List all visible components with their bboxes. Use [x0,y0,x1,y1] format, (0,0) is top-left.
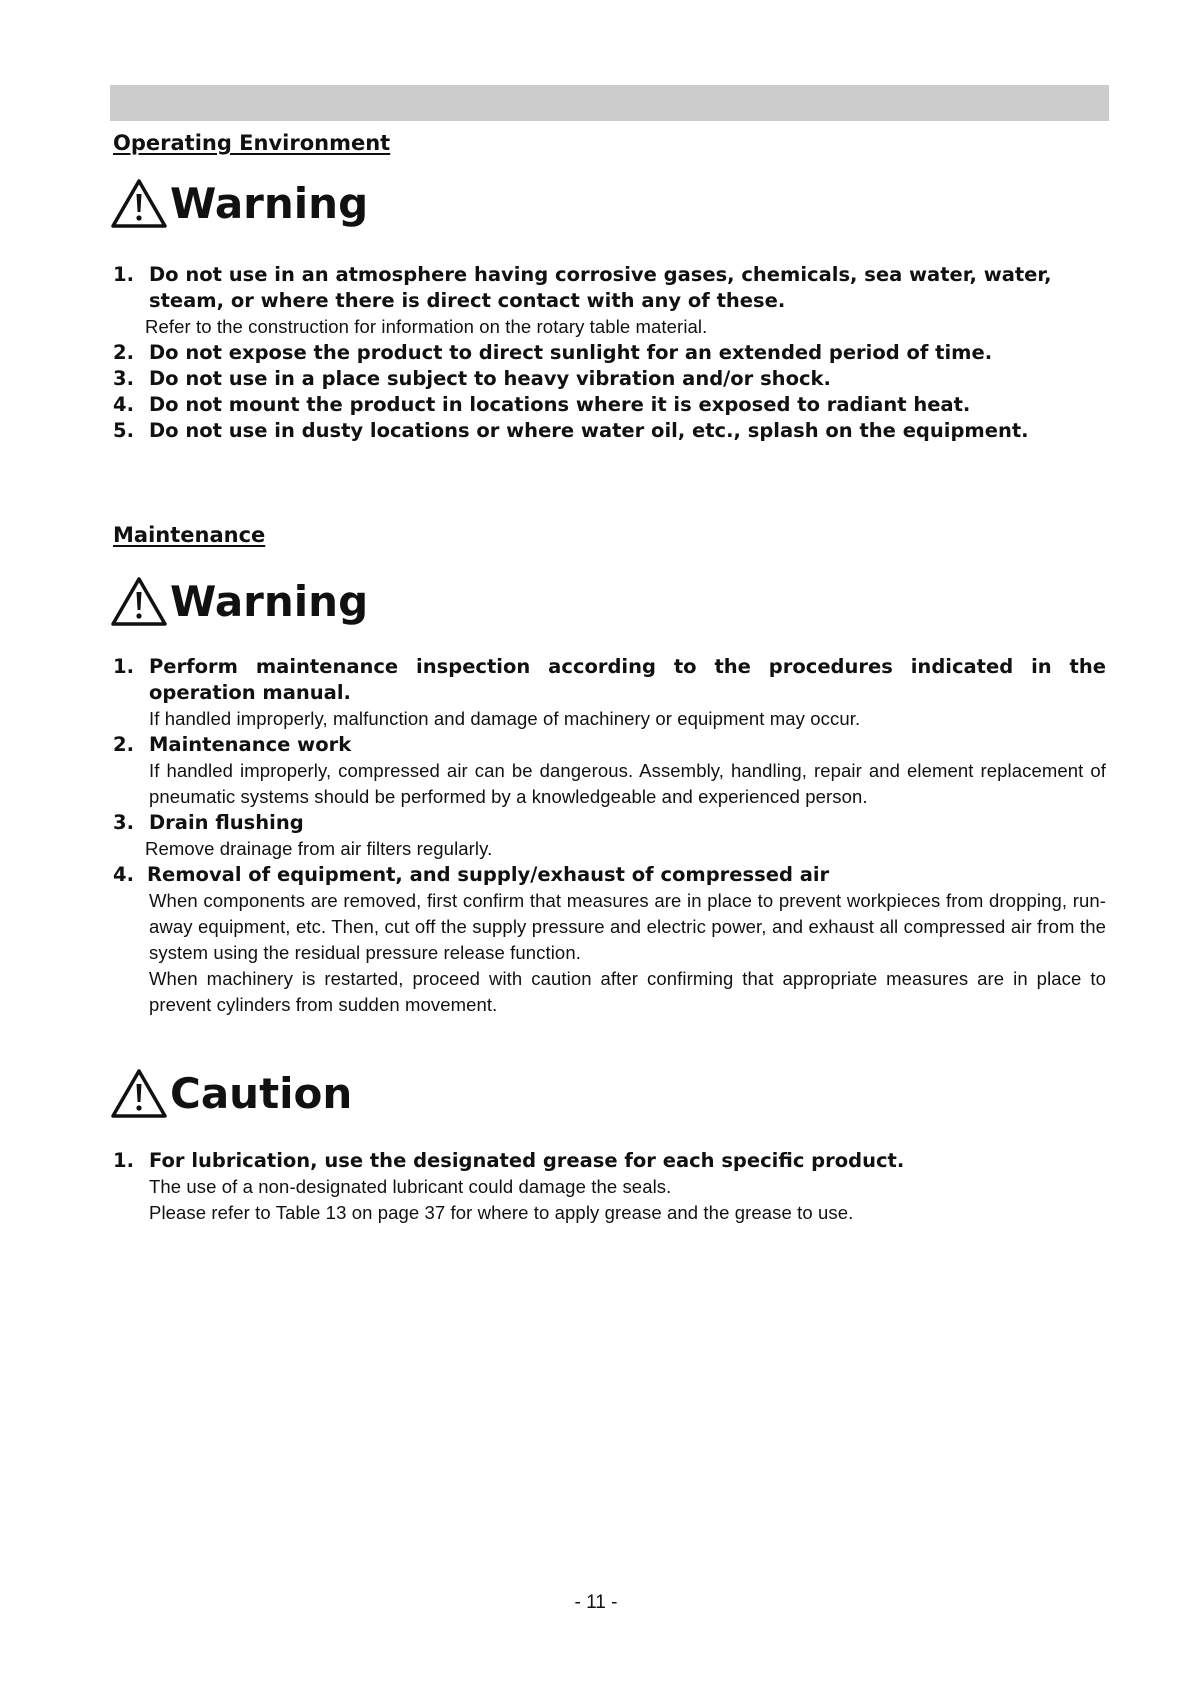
caution-sign [110,1068,352,1120]
warning-triangle-icon [110,1068,168,1120]
item-body: Remove drainage from air filters regularly. [145,838,493,859]
item-body: When machinery is restarted, proceed with caution after confirming that appropriate measures are in place to prevent cylinders from sudden movement. [149,968,1106,1015]
item-body: When components are removed, first confirm that measures are in place to prevent workpieces from dropping, run-away equipment, etc. Then, cut off the supply pressure and electric power, and exhaust all compressed air from the system using the residual pressure release function. [149,890,1106,963]
list-item [113,366,1106,392]
item-heading: Maintenance work [149,733,352,756]
warning-sign-operating [110,178,368,230]
warning-heading: Warning [170,179,369,228]
list-item [113,810,1106,862]
item-heading: Removal of equipment, and supply/exhaust of compressed air [147,863,830,886]
warning-triangle-icon [110,576,168,628]
item-body: If handled improperly, malfunction and damage of machinery or equipment may occur. [149,708,861,729]
item-body: Refer to the construction for information on the rotary table material. [145,316,708,337]
item-number: 4. [113,863,134,886]
item-number: 1. [113,655,134,678]
list-item [113,418,1106,444]
section-title-operating-environment: Operating Environment [113,131,391,155]
item-heading: Perform maintenance inspection according to the procedures indicated in the operation manual. [149,655,1106,704]
item-number: 3. [113,367,134,390]
page-number: - 11 - [574,1592,618,1613]
item-heading: Do not expose the product to direct sunlight for an extended period of time. [149,341,993,364]
item-number: 1. [113,263,134,286]
item-heading: For lubrication, use the designated grease for each specific product. [149,1149,905,1172]
item-number: 3. [113,811,134,834]
list-item [113,654,1106,732]
item-number: 2. [113,733,134,756]
item-number: 4. [113,393,134,416]
list-item [113,392,1106,418]
item-number: 5. [113,419,134,442]
item-number: 2. [113,341,134,364]
item-heading: Do not use in a place subject to heavy vibration and/or shock. [149,367,831,390]
item-heading: Drain flushing [149,811,304,834]
item-number: 1. [113,1149,134,1172]
caution-heading: Caution [170,1069,353,1118]
list-item [113,262,1106,340]
list-item [113,340,1106,366]
section-title-maintenance: Maintenance [113,523,266,547]
item-heading: Do not use in an atmosphere having corrosive gases, chemicals, sea water, water, steam, or where there is direct contact with any of these. [149,263,1052,312]
list-item [113,862,1106,1018]
item-body: Please refer to Table 13 on page 37 for where to apply grease and the grease to use. [149,1202,854,1223]
warning-sign-maintenance [110,576,368,628]
list-item [113,732,1106,810]
warning-heading: Warning [170,577,369,626]
item-heading: Do not use in dusty locations or where water oil, etc., splash on the equipment. [149,419,1029,442]
item-body: The use of a non-designated lubricant could damage the seals. [149,1176,672,1197]
header-bar [110,85,1109,121]
warning-triangle-icon [110,178,168,230]
list-item [113,1148,1106,1226]
item-heading: Do not mount the product in locations where it is exposed to radiant heat. [149,393,971,416]
item-body: If handled improperly, compressed air can be dangerous. Assembly, handling, repair and element replacement of pneumatic systems should be performed by a knowledgeable and experienced person. [149,760,1106,807]
